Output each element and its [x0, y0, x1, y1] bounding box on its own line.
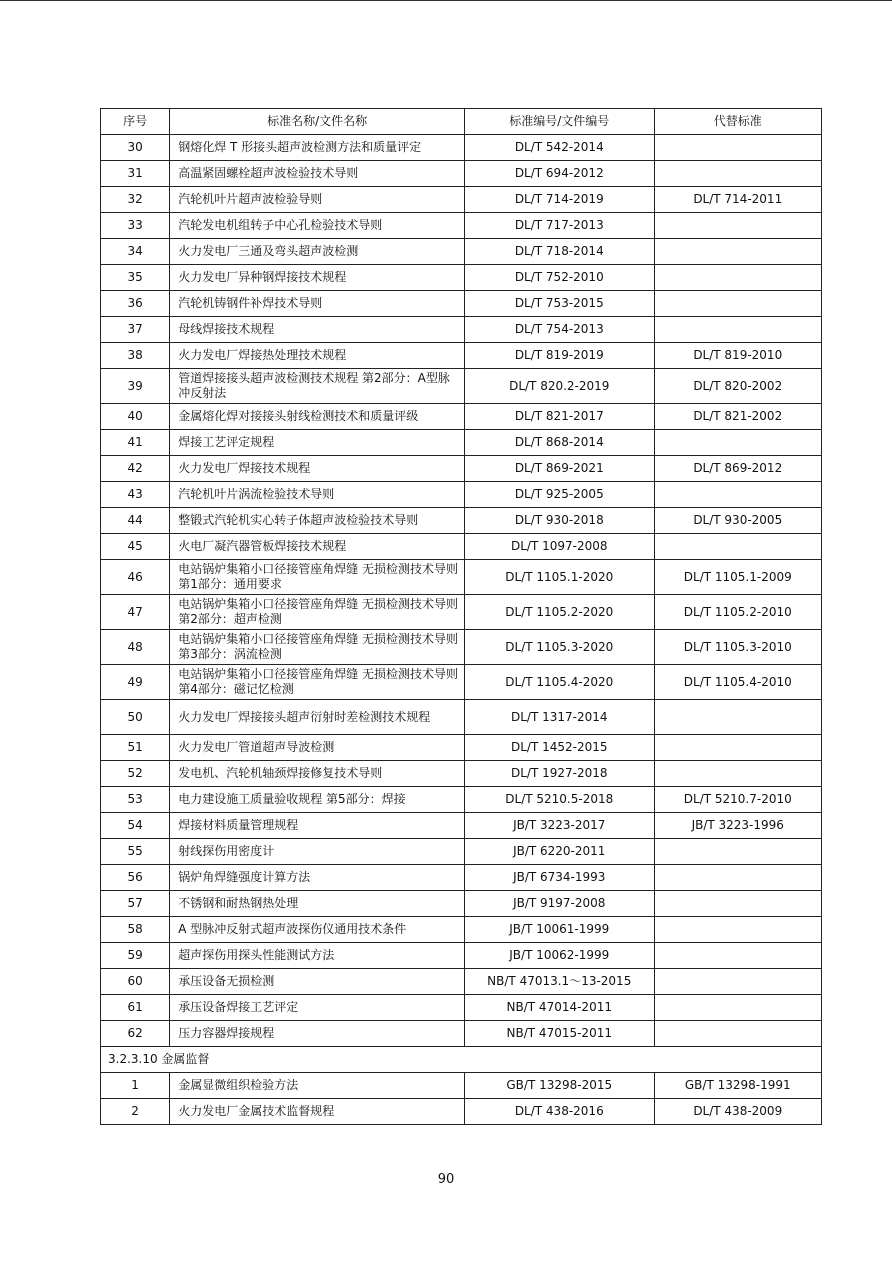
- replaced-standard: [654, 995, 821, 1021]
- standard-name: 火力发电厂金属技术监督规程: [170, 1099, 465, 1125]
- standard-code: DL/T 1105.4-2020: [465, 665, 655, 700]
- table-row: [101, 369, 822, 404]
- standard-code: GB/T 13298-2015: [465, 1073, 655, 1099]
- standard-name: 锅炉角焊缝强度计算方法: [170, 865, 465, 891]
- section-header-row: [101, 1047, 822, 1073]
- table-row: [101, 735, 822, 761]
- table-row: [101, 761, 822, 787]
- row-index: 43: [101, 482, 170, 508]
- replaced-standard: [654, 917, 821, 943]
- row-index: 51: [101, 735, 170, 761]
- page-top-border: [0, 0, 892, 1]
- header-standard-code: 标准编号/文件编号: [465, 109, 655, 135]
- standard-code: NB/T 47015-2011: [465, 1021, 655, 1047]
- standard-code: DL/T 752-2010: [465, 265, 655, 291]
- standard-name: 不锈钢和耐热钢热处理: [170, 891, 465, 917]
- replaced-standard: DL/T 438-2009: [654, 1099, 821, 1125]
- standard-code: DL/T 718-2014: [465, 239, 655, 265]
- standard-name: 火力发电厂异种钢焊接技术规程: [170, 265, 465, 291]
- table-row: [101, 135, 822, 161]
- standard-code: DL/T 925-2005: [465, 482, 655, 508]
- table-row: [101, 213, 822, 239]
- table-row: [101, 630, 822, 665]
- replaced-standard: [654, 213, 821, 239]
- table-row: [101, 1099, 822, 1125]
- standard-name: 电站锅炉集箱小口径接管座角焊缝 无损检测技术导则 第4部分：磁记忆检测: [170, 665, 465, 700]
- replaced-standard: DL/T 869-2012: [654, 456, 821, 482]
- replaced-standard: [654, 239, 821, 265]
- standard-code: JB/T 3223-2017: [465, 813, 655, 839]
- table-row: [101, 291, 822, 317]
- page-number: 90: [437, 1172, 455, 1187]
- row-index: 60: [101, 969, 170, 995]
- table-row: [101, 995, 822, 1021]
- row-index: 62: [101, 1021, 170, 1047]
- replaced-standard: DL/T 819-2010: [654, 343, 821, 369]
- replaced-standard: DL/T 714-2011: [654, 187, 821, 213]
- replaced-standard: DL/T 1105.1-2009: [654, 560, 821, 595]
- standard-name: A 型脉冲反射式超声波探伤仪通用技术条件: [170, 917, 465, 943]
- standards-table: [100, 108, 822, 1125]
- standard-name: 火力发电厂焊接热处理技术规程: [170, 343, 465, 369]
- row-index: 37: [101, 317, 170, 343]
- standard-code: NB/T 47014-2011: [465, 995, 655, 1021]
- standard-name: 火力发电厂焊接技术规程: [170, 456, 465, 482]
- standard-code: DL/T 714-2019: [465, 187, 655, 213]
- row-index: 48: [101, 630, 170, 665]
- replaced-standard: [654, 943, 821, 969]
- replaced-standard: [654, 865, 821, 891]
- standard-name: 汽轮机铸钢件补焊技术导则: [170, 291, 465, 317]
- row-index: 2: [101, 1099, 170, 1125]
- row-index: 39: [101, 369, 170, 404]
- table-row: [101, 839, 822, 865]
- standard-code: DL/T 753-2015: [465, 291, 655, 317]
- standard-code: DL/T 869-2021: [465, 456, 655, 482]
- row-index: 31: [101, 161, 170, 187]
- row-index: 35: [101, 265, 170, 291]
- row-index: 46: [101, 560, 170, 595]
- table-row: [101, 969, 822, 995]
- standard-code: DL/T 868-2014: [465, 430, 655, 456]
- table-row: [101, 508, 822, 534]
- standard-name: 汽轮机叶片涡流检验技术导则: [170, 482, 465, 508]
- table-row: [101, 534, 822, 560]
- replaced-standard: [654, 1021, 821, 1047]
- standard-name: 焊接工艺评定规程: [170, 430, 465, 456]
- standard-code: DL/T 1105.2-2020: [465, 595, 655, 630]
- header-index: 序号: [101, 109, 170, 135]
- section-title: 3.2.3.10 金属监督: [101, 1047, 822, 1073]
- standard-name: 金属熔化焊对接接头射线检测技术和质量评级: [170, 404, 465, 430]
- replaced-standard: [654, 969, 821, 995]
- replaced-standard: [654, 700, 821, 735]
- table-row: [101, 865, 822, 891]
- replaced-standard: DL/T 5210.7-2010: [654, 787, 821, 813]
- standard-name: 金属显微组织检验方法: [170, 1073, 465, 1099]
- standard-code: JB/T 10061-1999: [465, 917, 655, 943]
- standard-code: DL/T 754-2013: [465, 317, 655, 343]
- standard-name: 火电厂凝汽器管板焊接技术规程: [170, 534, 465, 560]
- standard-name: 母线焊接技术规程: [170, 317, 465, 343]
- replaced-standard: [654, 317, 821, 343]
- standard-name: 焊接材料质量管理规程: [170, 813, 465, 839]
- row-index: 49: [101, 665, 170, 700]
- table-row: [101, 1021, 822, 1047]
- replaced-standard: [654, 891, 821, 917]
- standard-code: DL/T 1105.3-2020: [465, 630, 655, 665]
- table-row: [101, 917, 822, 943]
- row-index: 47: [101, 595, 170, 630]
- table-row: [101, 430, 822, 456]
- standard-name: 超声探伤用探头性能测试方法: [170, 943, 465, 969]
- standard-code: DL/T 821-2017: [465, 404, 655, 430]
- table-body: [101, 135, 822, 1125]
- row-index: 36: [101, 291, 170, 317]
- standard-code: DL/T 542-2014: [465, 135, 655, 161]
- standard-name: 火力发电厂焊接接头超声衍射时差检测技术规程: [170, 700, 465, 735]
- replaced-standard: [654, 291, 821, 317]
- row-index: 32: [101, 187, 170, 213]
- standard-code: JB/T 10062-1999: [465, 943, 655, 969]
- standard-name: 承压设备焊接工艺评定: [170, 995, 465, 1021]
- row-index: 40: [101, 404, 170, 430]
- replaced-standard: GB/T 13298-1991: [654, 1073, 821, 1099]
- row-index: 53: [101, 787, 170, 813]
- standard-code: DL/T 1317-2014: [465, 700, 655, 735]
- standard-name: 电站锅炉集箱小口径接管座角焊缝 无损检测技术导则 第1部分：通用要求: [170, 560, 465, 595]
- standard-name: 压力容器焊接规程: [170, 1021, 465, 1047]
- replaced-standard: DL/T 1105.2-2010: [654, 595, 821, 630]
- standard-name: 汽轮机叶片超声波检验导则: [170, 187, 465, 213]
- table-row: [101, 891, 822, 917]
- standard-name: 火力发电厂管道超声导波检测: [170, 735, 465, 761]
- table-header-row: [101, 109, 822, 135]
- standard-code: DL/T 717-2013: [465, 213, 655, 239]
- replaced-standard: [654, 839, 821, 865]
- table-row: [101, 161, 822, 187]
- table-row: [101, 482, 822, 508]
- table-row: [101, 787, 822, 813]
- standard-code: JB/T 6220-2011: [465, 839, 655, 865]
- table-row: [101, 239, 822, 265]
- replaced-standard: [654, 161, 821, 187]
- table-row: [101, 700, 822, 735]
- standard-code: DL/T 1927-2018: [465, 761, 655, 787]
- table-row: [101, 1073, 822, 1099]
- replaced-standard: [654, 761, 821, 787]
- replaced-standard: [654, 735, 821, 761]
- table-row: [101, 187, 822, 213]
- table-row: [101, 943, 822, 969]
- row-index: 56: [101, 865, 170, 891]
- row-index: 42: [101, 456, 170, 482]
- standard-name: 射线探伤用密度计: [170, 839, 465, 865]
- replaced-standard: DL/T 820-2002: [654, 369, 821, 404]
- row-index: 61: [101, 995, 170, 1021]
- replaced-standard: [654, 482, 821, 508]
- table-row: [101, 343, 822, 369]
- table-row: [101, 560, 822, 595]
- header-standard-name: 标准名称/文件名称: [170, 109, 465, 135]
- standard-name: 电力建设施工质量验收规程 第5部分：焊接: [170, 787, 465, 813]
- standard-code: DL/T 438-2016: [465, 1099, 655, 1125]
- row-index: 30: [101, 135, 170, 161]
- standard-name: 电站锅炉集箱小口径接管座角焊缝 无损检测技术导则 第3部分：涡流检测: [170, 630, 465, 665]
- replaced-standard: DL/T 930-2005: [654, 508, 821, 534]
- standard-code: JB/T 6734-1993: [465, 865, 655, 891]
- row-index: 34: [101, 239, 170, 265]
- standard-name: 汽轮发电机组转子中心孔检验技术导则: [170, 213, 465, 239]
- standard-code: NB/T 47013.1～13-2015: [465, 969, 655, 995]
- standard-code: JB/T 9197-2008: [465, 891, 655, 917]
- row-index: 52: [101, 761, 170, 787]
- row-index: 54: [101, 813, 170, 839]
- table-row: [101, 595, 822, 630]
- table-row: [101, 265, 822, 291]
- table-row: [101, 665, 822, 700]
- replaced-standard: DL/T 1105.3-2010: [654, 630, 821, 665]
- table-row: [101, 317, 822, 343]
- row-index: 57: [101, 891, 170, 917]
- row-index: 44: [101, 508, 170, 534]
- replaced-standard: DL/T 821-2002: [654, 404, 821, 430]
- standard-code: DL/T 819-2019: [465, 343, 655, 369]
- row-index: 55: [101, 839, 170, 865]
- replaced-standard: [654, 135, 821, 161]
- standard-code: DL/T 5210.5-2018: [465, 787, 655, 813]
- row-index: 38: [101, 343, 170, 369]
- row-index: 45: [101, 534, 170, 560]
- standard-code: DL/T 694-2012: [465, 161, 655, 187]
- row-index: 33: [101, 213, 170, 239]
- replaced-standard: DL/T 1105.4-2010: [654, 665, 821, 700]
- replaced-standard: JB/T 3223-1996: [654, 813, 821, 839]
- row-index: 58: [101, 917, 170, 943]
- standard-name: 电站锅炉集箱小口径接管座角焊缝 无损检测技术导则 第2部分：超声检测: [170, 595, 465, 630]
- standard-name: 发电机、汽轮机轴颈焊接修复技术导则: [170, 761, 465, 787]
- replaced-standard: [654, 534, 821, 560]
- replaced-standard: [654, 265, 821, 291]
- standard-code: DL/T 1097-2008: [465, 534, 655, 560]
- standard-code: DL/T 820.2-2019: [465, 369, 655, 404]
- table-row: [101, 813, 822, 839]
- table-row: [101, 456, 822, 482]
- row-index: 50: [101, 700, 170, 735]
- standard-code: DL/T 930-2018: [465, 508, 655, 534]
- standard-code: DL/T 1105.1-2020: [465, 560, 655, 595]
- header-replaced-standard: 代替标准: [654, 109, 821, 135]
- standard-name: 高温紧固螺栓超声波检验技术导则: [170, 161, 465, 187]
- row-index: 1: [101, 1073, 170, 1099]
- standard-name: 承压设备无损检测: [170, 969, 465, 995]
- row-index: 41: [101, 430, 170, 456]
- table-row: [101, 404, 822, 430]
- replaced-standard: [654, 430, 821, 456]
- standard-name: 火力发电厂三通及弯头超声波检测: [170, 239, 465, 265]
- standard-code: DL/T 1452-2015: [465, 735, 655, 761]
- standard-name: 钢熔化焊 T 形接头超声波检测方法和质量评定: [170, 135, 465, 161]
- row-index: 59: [101, 943, 170, 969]
- standard-name: 管道焊接接头超声波检测技术规程 第2部分：A型脉冲反射法: [170, 369, 465, 404]
- standard-name: 整锻式汽轮机实心转子体超声波检验技术导则: [170, 508, 465, 534]
